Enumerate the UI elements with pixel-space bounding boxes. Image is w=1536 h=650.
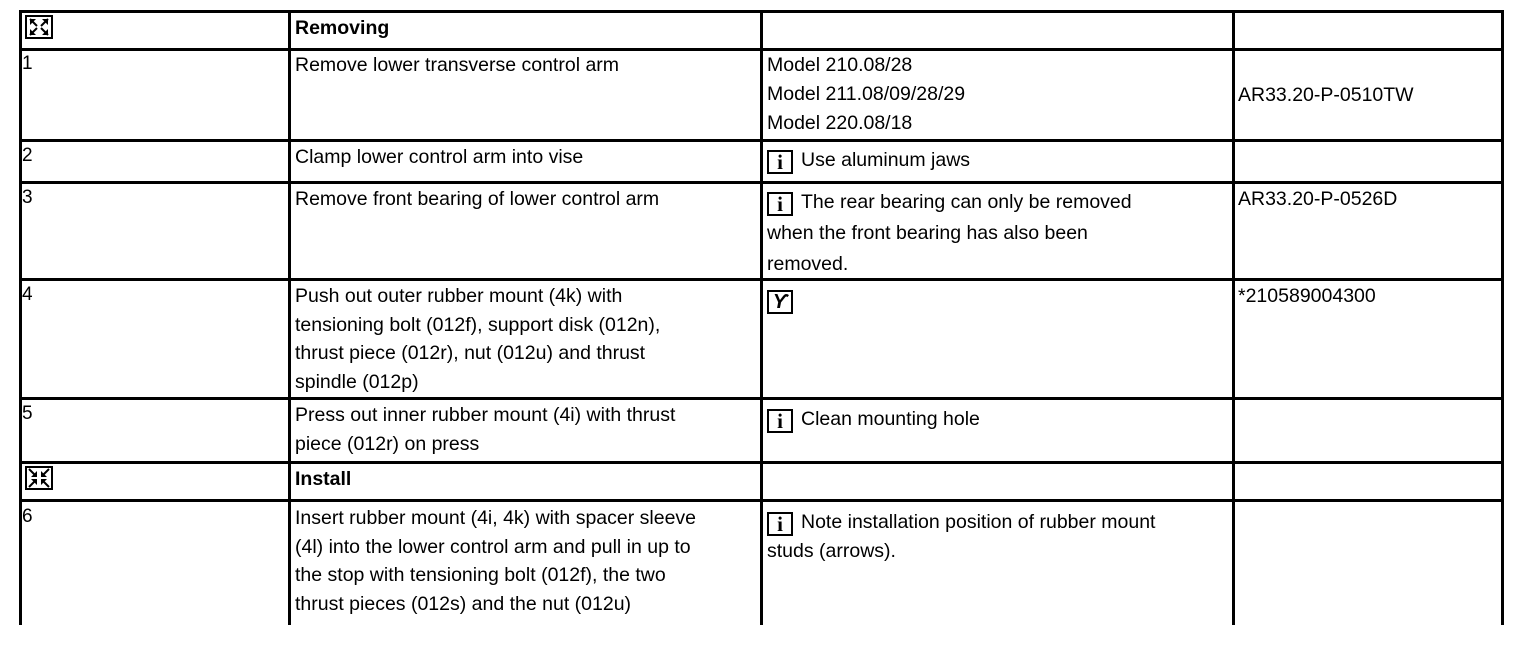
note-line: Use aluminum jaws xyxy=(801,149,971,171)
step-number: 4 xyxy=(22,284,33,305)
step-note xyxy=(767,187,1132,280)
step-action xyxy=(295,282,660,396)
note-line: Model 210.08/28 xyxy=(767,54,913,76)
step-action xyxy=(295,401,675,458)
table-rule xyxy=(1232,11,1235,625)
note-line: when the front bearing has also been xyxy=(767,222,1088,244)
action-line: Clamp lower control arm into vise xyxy=(295,146,584,168)
section-title-install: Install xyxy=(295,468,352,490)
info-icon: i xyxy=(767,150,793,174)
step-note xyxy=(767,285,801,314)
note-line: Model 220.08/18 xyxy=(767,112,913,134)
step-action xyxy=(295,504,696,618)
action-line: thrust pieces (012s) and the nut (012u) xyxy=(295,592,632,615)
note-line: The rear bearing can only be removed xyxy=(801,191,1132,213)
note-line: studs (arrows). xyxy=(767,540,896,562)
collapse-arrows-icon xyxy=(25,466,53,490)
step-note xyxy=(767,51,965,138)
action-line: Remove lower transverse control arm xyxy=(295,54,620,76)
step-number: 6 xyxy=(22,506,33,527)
step-number: 1 xyxy=(22,53,33,74)
action-line: the stop with tensioning bolt (012f), the two xyxy=(295,564,666,586)
step-action xyxy=(295,51,619,80)
action-line: spindle (012p) xyxy=(295,370,419,393)
special-tool-number[interactable]: *210589004300 xyxy=(1238,285,1376,307)
special-tool-icon: Ƴ xyxy=(767,290,793,314)
action-line: Push out outer rubber mount (4k) with xyxy=(295,285,623,307)
step-number: 3 xyxy=(22,187,33,208)
reference-link[interactable]: AR33.20-P-0526D xyxy=(1238,188,1398,210)
action-line: Press out inner rubber mount (4i) with thrust xyxy=(295,404,676,426)
table-rule xyxy=(1501,11,1504,625)
expand-arrows-icon xyxy=(25,15,53,39)
step-note xyxy=(767,146,970,175)
table-rule xyxy=(288,11,291,625)
reference-link[interactable]: AR33.20-P-0510TW xyxy=(1238,84,1414,106)
table-rule xyxy=(760,11,763,625)
step-note xyxy=(767,405,980,434)
note-line: removed. xyxy=(767,253,849,275)
info-icon: i xyxy=(767,512,793,536)
note-line: Model 211.08/09/28/29 xyxy=(767,83,966,105)
note-line: Note installation position of rubber mount xyxy=(801,511,1156,533)
info-icon: i xyxy=(767,192,793,216)
step-action xyxy=(295,185,659,214)
note-line: Clean mounting hole xyxy=(801,408,980,430)
action-line: Remove front bearing of lower control arm xyxy=(295,188,660,210)
step-number: 5 xyxy=(22,403,33,424)
step-note xyxy=(767,508,1155,566)
action-line: Insert rubber mount (4i, 4k) with spacer sleeve xyxy=(295,507,697,529)
info-icon: i xyxy=(767,409,793,433)
step-action xyxy=(295,143,583,172)
step-number: 2 xyxy=(22,145,33,166)
action-line: (4l) into the lower control arm and pull in up to xyxy=(295,535,691,558)
action-line: thrust piece (012r), nut (012u) and thrust xyxy=(295,342,646,364)
action-line: tensioning bolt (012f), support disk (012n), xyxy=(295,313,661,336)
action-line: piece (012r) on press xyxy=(295,432,480,455)
table-rule xyxy=(19,11,22,625)
section-title-removing: Removing xyxy=(295,17,390,39)
